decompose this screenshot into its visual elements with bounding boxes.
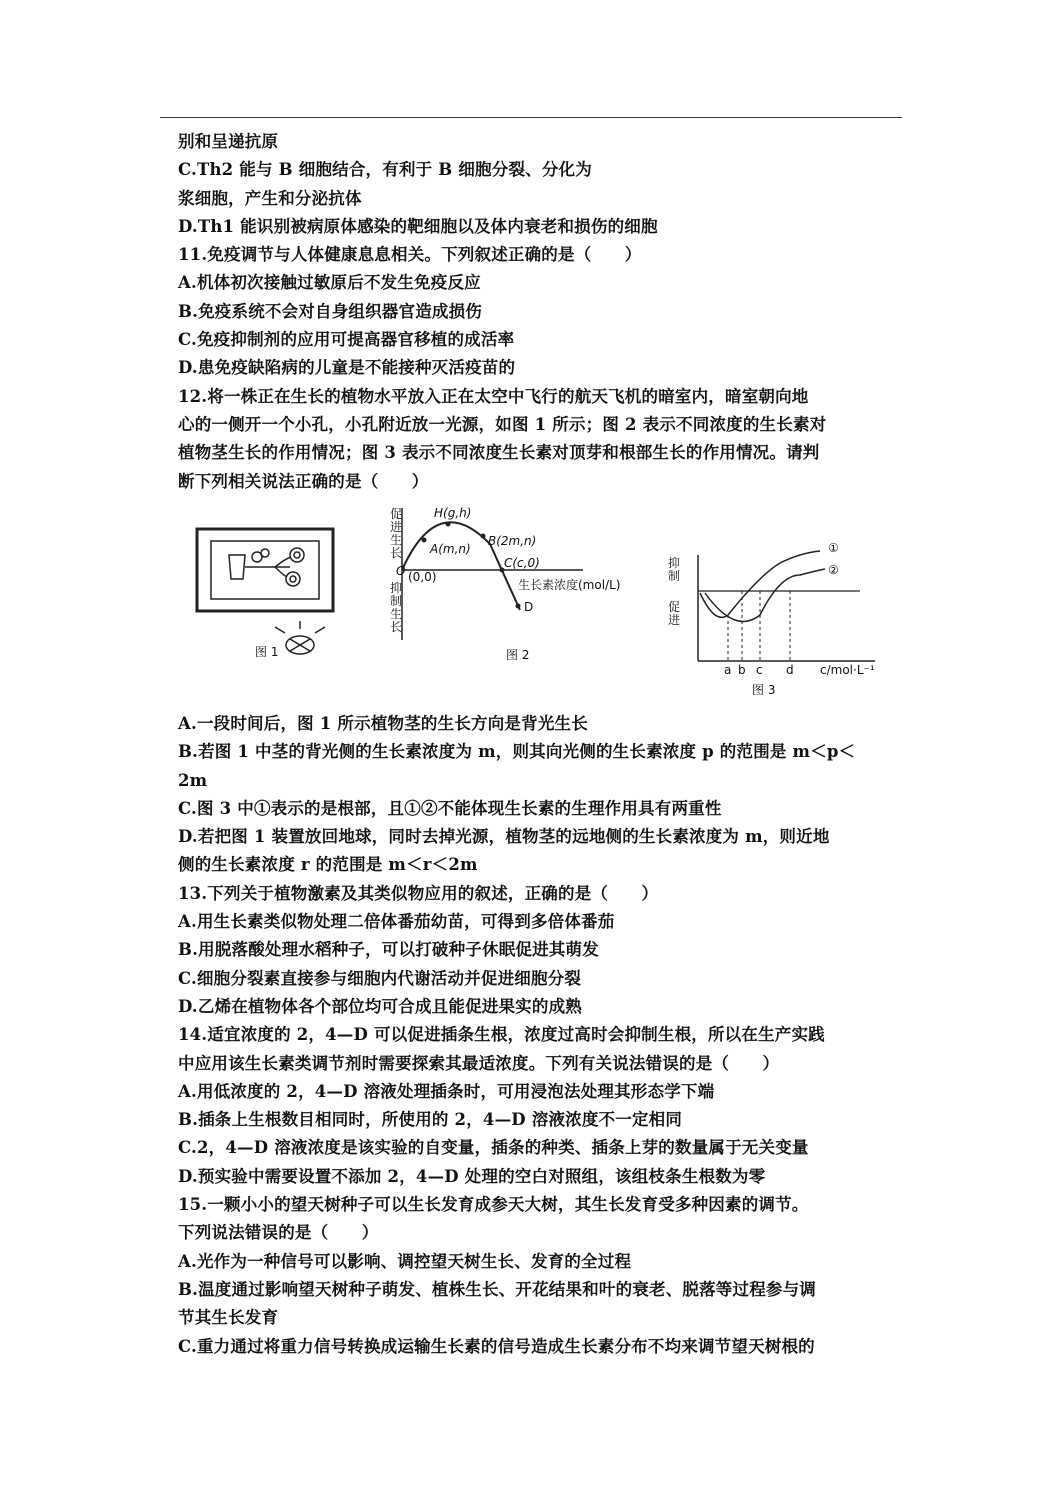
figure-1 bbox=[195, 515, 345, 665]
text-line: 植物茎生长的作用情况；图 3 表示不同浓度生长素对顶芽和根部生长的作用情况。请判 bbox=[178, 443, 820, 463]
text-line: 2m bbox=[178, 770, 208, 790]
figure-3-caption: 图 3 bbox=[752, 683, 776, 697]
question-11: 11.免疫调节与人体健康息息相关。下列叙述正确的是（ ） bbox=[178, 245, 642, 265]
option-line: A.用低浓度的 2，4—D 溶液处理插条时，可用浸泡法处理其形态学下端 bbox=[178, 1081, 715, 1101]
header-rule bbox=[160, 117, 902, 118]
tick-c: c bbox=[756, 663, 763, 677]
text-line: D.Th1 能识别被病原体感染的靶细胞以及体内衰老和损伤的细胞 bbox=[178, 216, 658, 236]
text-line: 节其生长发育 bbox=[178, 1308, 279, 1328]
label-a: A(m,n) bbox=[430, 542, 471, 556]
option-line: B.温度通过影响望天树种子萌发、植株生长、开花结果和叶的衰老、脱落等过程参与调 bbox=[178, 1279, 816, 1299]
text-line: C.Th2 能与 B 细胞结合，有利于 B 细胞分裂、分化为 bbox=[178, 160, 592, 180]
text-line: 浆细胞，产生和分泌抗体 bbox=[178, 188, 362, 208]
tick-d: d bbox=[786, 663, 794, 677]
text-line: 中应用该生长素类调节剂时需要探索其最适浓度。下列有关说法错误的是（ ） bbox=[178, 1053, 780, 1073]
y-label-promote: 促进 bbox=[668, 600, 681, 627]
question-14: 14.适宜浓度的 2，4—D 可以促进插条生根，浓度过高时会抑制生根，所以在生产实践 bbox=[178, 1025, 825, 1045]
tick-b: b bbox=[738, 663, 746, 677]
plant-icon bbox=[229, 548, 304, 586]
label-d: D bbox=[524, 600, 534, 614]
figure-2-caption: 图 2 bbox=[506, 648, 530, 662]
text-block-bottom bbox=[178, 710, 898, 1361]
x-label: c/mol·L⁻¹ bbox=[820, 663, 875, 677]
label-b: B(2m,n) bbox=[488, 534, 537, 548]
curve-1 bbox=[700, 551, 820, 617]
figure-2 bbox=[368, 500, 638, 670]
text-block-top bbox=[178, 128, 898, 496]
option-line: C.图 3 中①表示的是根部，且①②不能体现生长素的生理作用具有两重性 bbox=[178, 798, 722, 818]
option-line: D.患免疫缺陷病的儿童是不能接种灭活疫苗的 bbox=[178, 358, 516, 378]
question-15: 15.一颗小小的望天树种子可以生长发育成参天大树，其生长发育受多种因素的调节。 bbox=[178, 1195, 809, 1215]
option-line: C.2，4—D 溶液浓度是该实验的自变量，插条的种类、插条上芽的数量属于无关变量 bbox=[178, 1138, 809, 1158]
light-source-icon bbox=[275, 621, 325, 654]
origin-label: O bbox=[396, 564, 406, 578]
y-label-inhibit: 抑制生长 bbox=[390, 581, 403, 634]
option-line: D.预实验中需要设置不添加 2，4—D 处理的空白对照组，该组枝条生根数为零 bbox=[178, 1166, 766, 1186]
text-line: 心的一侧开一个小孔，小孔附近放一光源，如图 1 所示；图 2 表示不同浓度的生长素对 bbox=[178, 414, 827, 434]
text-line: 断下列相关说法正确的是（ ） bbox=[178, 471, 429, 491]
label-c: C(c,0) bbox=[504, 556, 540, 570]
option-line: A.光作为一种信号可以影响、调控望天树生长、发育的全过程 bbox=[178, 1251, 632, 1271]
label-h: H(g,h) bbox=[434, 506, 472, 520]
figure-1-caption: 图 1 bbox=[255, 645, 279, 659]
option-line: B.免疫系统不会对自身组织器官造成损伤 bbox=[178, 301, 482, 321]
point-b bbox=[481, 534, 486, 539]
curve-2-label: ② bbox=[828, 563, 839, 577]
option-line: A.机体初次接触过敏原后不发生免疫反应 bbox=[178, 273, 481, 293]
point-h bbox=[446, 522, 451, 527]
text-line: 别和呈递抗原 bbox=[178, 132, 279, 151]
text-line: 侧的生长素浓度 r 的范围是 m＜r＜2m bbox=[178, 855, 478, 875]
question-12: 12.将一株正在生长的植物水平放入正在太空中飞行的航天飞机的暗室内，暗室朝向地 bbox=[178, 386, 809, 406]
option-line: B.插条上生根数目相同时，所使用的 2，4—D 溶液浓度不一定相同 bbox=[178, 1110, 683, 1130]
point-d bbox=[516, 604, 521, 609]
option-line: C.细胞分裂素直接参与细胞内代谢活动并促进细胞分裂 bbox=[178, 968, 582, 988]
option-line: C.免疫抑制剂的应用可提高器官移植的成活率 bbox=[178, 330, 515, 350]
x-label: 生长素浓度(mol/L) bbox=[518, 578, 621, 592]
y-label-inhibit: 抑制 bbox=[668, 556, 681, 583]
option-line: B.用脱落酸处理水稻种子，可以打破种子休眠促进其萌发 bbox=[178, 940, 599, 960]
origin-point: (0,0) bbox=[408, 570, 437, 584]
y-label-promote: 促进生长 bbox=[390, 507, 403, 560]
text-line: 下列说法错误的是（ ） bbox=[178, 1223, 379, 1243]
figure-3 bbox=[660, 535, 900, 700]
option-line: D.若把图 1 装置放回地球，同时去掉光源，植物茎的远地侧的生长素浓度为 m，则近地 bbox=[178, 827, 830, 847]
curve-2 bbox=[705, 569, 825, 621]
option-line: D.乙烯在植物体各个部位均可合成且能促进果实的成熟 bbox=[178, 996, 582, 1016]
option-line: C.重力通过将重力信号转换成运输生长素的信号造成生长素分布不均来调节望天树根的 bbox=[178, 1336, 815, 1356]
option-line: B.若图 1 中茎的背光侧的生长素浓度为 m，则其向光侧的生长素浓度 p 的范围是 m＜p＜ bbox=[178, 742, 856, 762]
question-13: 13.下列关于植物激素及其类似物应用的叙述，正确的是（ ） bbox=[178, 883, 659, 903]
option-line: A.用生长素类似物处理二倍体番茄幼苗，可得到多倍体番茄 bbox=[178, 912, 615, 932]
option-line: A.一段时间后，图 1 所示植物茎的生长方向是背光生长 bbox=[178, 714, 588, 733]
point-a bbox=[422, 538, 427, 543]
curve-1-label: ① bbox=[828, 541, 839, 555]
tick-a: a bbox=[724, 663, 732, 677]
